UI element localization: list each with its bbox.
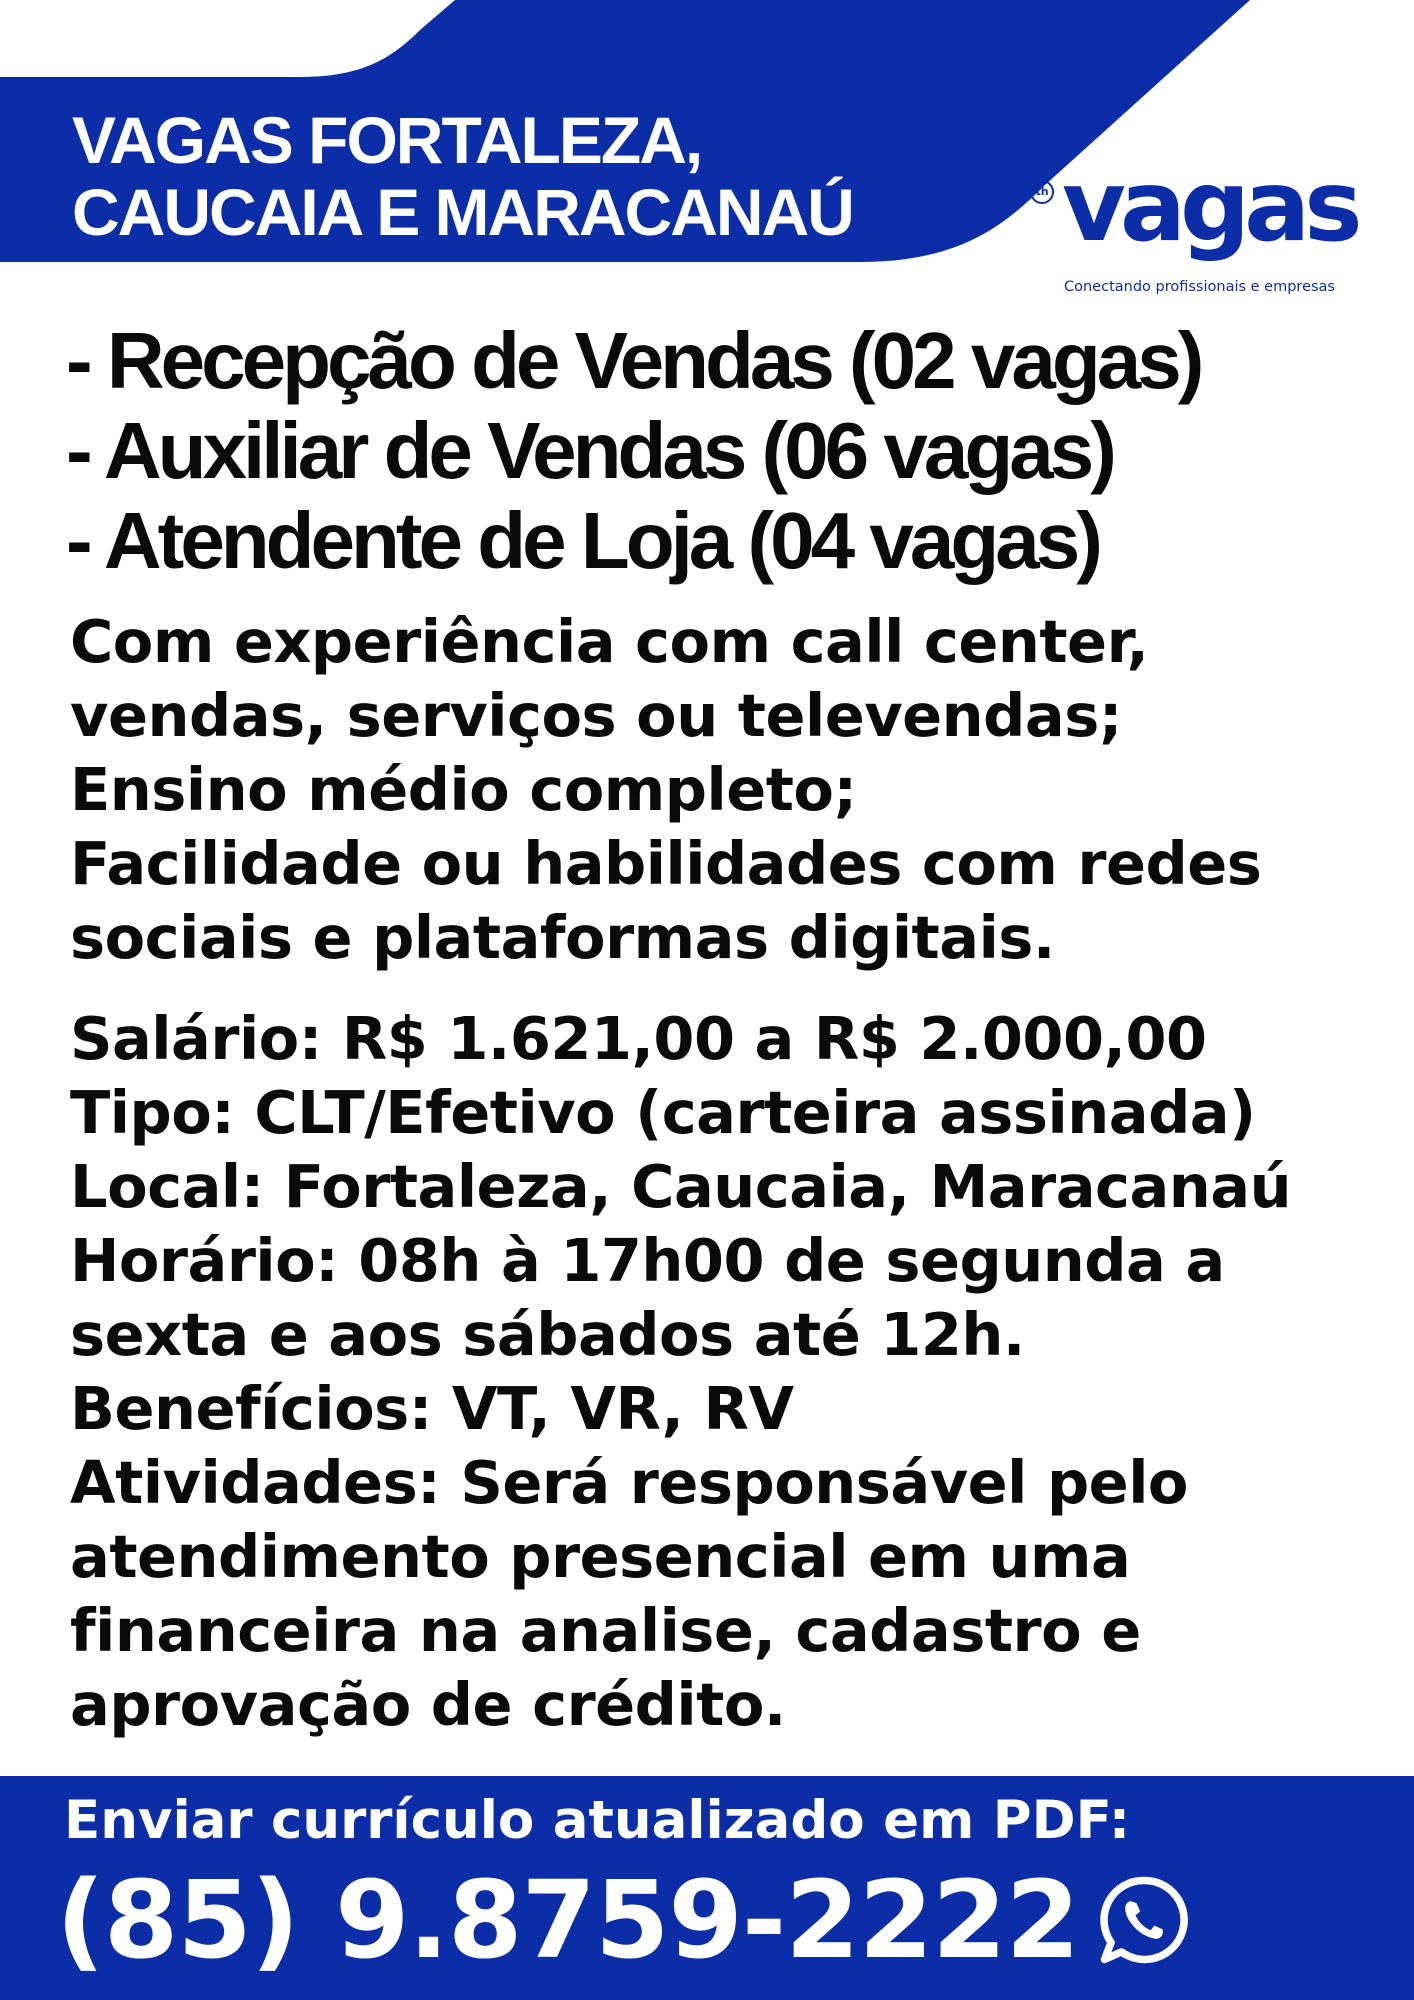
location-line: Local: Fortaleza, Caucaia, Maracanaú <box>70 1152 1292 1221</box>
benefits-line: Benefícios: VT, VR, RV <box>70 1374 794 1443</box>
logo-tagline: Conectando profissionais e empresas <box>1064 279 1335 295</box>
activities-line: atendimento presencial em uma <box>70 1522 1131 1591</box>
requirement-line: Facilidade ou habilidades com redes <box>70 829 1262 898</box>
activities-line: Atividades: Será responsável pelo <box>70 1448 1188 1517</box>
vagas-logo <box>1030 150 1360 300</box>
requirements-text <box>70 605 1261 975</box>
schedule-line: sexta e aos sábados até 12h. <box>70 1300 1025 1369</box>
whatsapp-icon[interactable] <box>1097 1873 1191 1967</box>
schedule-line: Horário: 08h à 17h00 de segunda a <box>70 1226 1225 1295</box>
header-title <box>72 104 853 248</box>
contract-type-line: Tipo: CLT/Efetivo (carteira assinada) <box>70 1078 1256 1147</box>
footer-label: Enviar currículo atualizado em PDF: <box>64 1790 1131 1851</box>
footer-contact-banner <box>0 1776 1414 2000</box>
job-position: - Auxiliar de Vendas (06 vagas) <box>66 406 1113 495</box>
requirement-line: Com experiência com call center, <box>70 607 1149 676</box>
requirement-line: Ensino médio completo; <box>70 755 857 824</box>
salary-line: Salário: R$ 1.621,00 a R$ 2.000,00 <box>70 1004 1207 1073</box>
header-title-line2: CAUCAIA E MARACANAÚ <box>72 175 853 249</box>
requirement-line: vendas, serviços ou televendas; <box>70 681 1122 750</box>
contact-phone[interactable]: (85) 9.8759-2222 <box>56 1859 1080 1983</box>
requirement-line: sociais e plataformas digitais. <box>70 903 1055 972</box>
logo-wordmark: vagas <box>1062 150 1357 264</box>
job-details-text <box>70 1002 1291 1742</box>
job-positions-list <box>66 316 1200 586</box>
job-position: - Recepção de Vendas (02 vagas) <box>66 316 1201 405</box>
activities-line: financeira na analise, cadastro e <box>70 1596 1141 1665</box>
header-title-line1: VAGAS FORTALEZA, <box>72 103 702 177</box>
job-position: - Atendente de Loja (04 vagas) <box>66 496 1099 585</box>
activities-line: aprovação de crédito. <box>70 1670 786 1739</box>
logo-registered-mark: th <box>1030 180 1054 204</box>
